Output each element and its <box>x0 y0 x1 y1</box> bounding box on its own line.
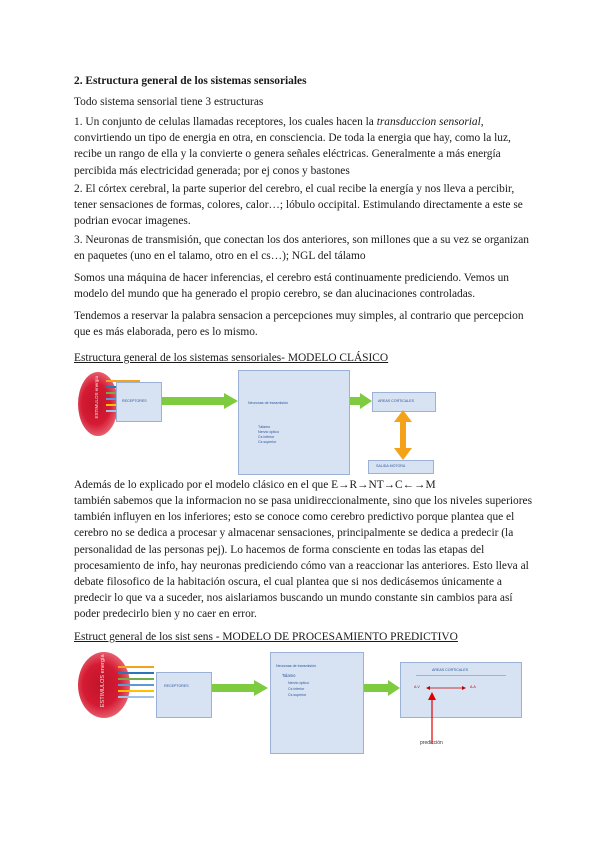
section-title-classic-model: Estructura general de los sistemas sensoriales- MODELO CLÁSICO <box>74 352 389 364</box>
stimulus-line <box>118 696 154 698</box>
paragraph-predictive: también sabemos que la informacion no se pasa unidireccionalmente, sino que los niveles superiores también influyen en los inferiores; esto se conoce como cerebro predictivo porque plantea que el cerebro no se dedica a procesar y almacenar sensaciones, principalmente se dedica a predecir (la personalidad de las personas pej). Lo hacemos de forma consciente en todas las etapas del procesamiento de info, hay neuronas prediciendo cómo van a reaccionar las anteriores. Esto lleva al debate filosofico de la habitación oscura, el cual plantea que si nos dedicásemos únicamente a predecir lo que va a suceder, nos aislariamos buscando un mundo constante sin cambios para así poder predecirlo bien y no caer en error. <box>74 495 533 621</box>
p1-emphasis: transduccion sensorial <box>376 116 481 128</box>
transmission-subtitle: Talamo <box>282 673 296 678</box>
prediction-arrow-icon <box>426 685 466 691</box>
stimulus-line <box>118 672 154 674</box>
transmission-item: Nervio óptico <box>258 430 279 434</box>
paragraph-sensation: Tendemos a reservar la palabra sensacion a percepciones muy simples, al contrario que percepcion que es más elaborada, pero es lo mismo. <box>74 310 524 339</box>
intro-text: Todo sistema sensorial tiene 3 estructuras <box>74 96 264 108</box>
section-title-predictive-model: Estruct general de los sist sens - MODELO DE PROCESAMIENTO PREDICTIVO <box>74 631 458 643</box>
transmission-item: Cs inferior <box>258 435 275 439</box>
stimulus-line <box>118 690 154 692</box>
red-arrow-icon <box>428 692 436 744</box>
prediction-label-a: A.V <box>414 685 420 689</box>
transmission-item: Cs superior <box>288 693 307 697</box>
cortex-label: AREAS CORTICALES <box>432 668 469 672</box>
green-arrow-icon <box>350 393 372 409</box>
paragraph-cortex: 2. El córtex cerebral, la parte superior del cerebro, el cual recibe la energía y nos lleva a percibir, tener sensaciones de formas, colores, calor…; lóbulo occipital. Estimulando directamente a este se podrian evocar imagenes. <box>74 183 523 228</box>
stimulus-label: ESTIMULOS energía <box>93 375 99 419</box>
paragraph-model-line: Además de lo explicado por el modelo clásico en el que E→R→NT→C←→M <box>74 479 436 491</box>
cortex-label: AREAS CORTICALES <box>378 399 415 403</box>
transmission-item: Tálamo <box>258 425 270 429</box>
section-heading: 2. Estructura general de los sistemas sensoriales <box>74 75 307 87</box>
transmission-box <box>238 370 350 475</box>
receptors-label: RECEPTORES <box>122 399 147 403</box>
stimulus-line <box>118 684 154 686</box>
transmission-title: Neuronas de transmisión <box>276 664 316 668</box>
paragraph-transmission: 3. Neuronas de transmisión, que conectan los dos anteriores, son millones que a su vez se organizan en paquetes (uno en el talamo, otro en el cs…); NGL del tálamo <box>74 234 529 263</box>
receptors-label: RECEPTORES <box>164 684 189 688</box>
classic-model-diagram <box>78 370 458 473</box>
bidirectional-arrow-icon <box>394 410 412 460</box>
green-arrow-icon <box>364 680 400 696</box>
p1-text-b: , convirtiendo un tipo de energia en otra, en consciencia. De toda la energia que hay, como la luz, recibe un rango de ella y la convierte o genera señales eléctricas. Generalmente a más energía percibida más electricidad generada; por ej conos y bastones <box>74 116 511 177</box>
stimulus-line <box>118 666 154 668</box>
transmission-item: Cs superior <box>258 440 277 444</box>
transmission-item: Nervio óptico <box>288 681 309 685</box>
predictive-model-diagram <box>78 652 538 752</box>
transmission-item: Cs inferior <box>288 687 305 691</box>
green-arrow-icon <box>212 680 268 696</box>
prediction-label-b: A.A <box>470 685 476 689</box>
green-arrow-icon <box>162 393 238 409</box>
stimulus-line <box>118 678 154 680</box>
motor-label: SALIDA MOTORA <box>376 464 406 468</box>
stimulus-label: ESTIMULOS energía <box>100 654 107 708</box>
paragraph-inference: Somos una máquina de hacer inferencias, el cerebro está continuamente prediciendo. Vemos un modelo del mundo que ha generado el propio cerebro, se dan alucinaciones controladas. <box>74 272 510 301</box>
p1-text-a: 1. Un conjunto de celulas llamadas receptores, los cuales hacen la <box>74 116 377 128</box>
cortex-divider <box>416 675 506 676</box>
paragraph-receptors <box>74 114 534 179</box>
transmission-title: Neuronas de transmisión <box>248 401 288 405</box>
receptors-box <box>156 672 212 718</box>
prediction-annotation: predicción <box>420 740 443 746</box>
